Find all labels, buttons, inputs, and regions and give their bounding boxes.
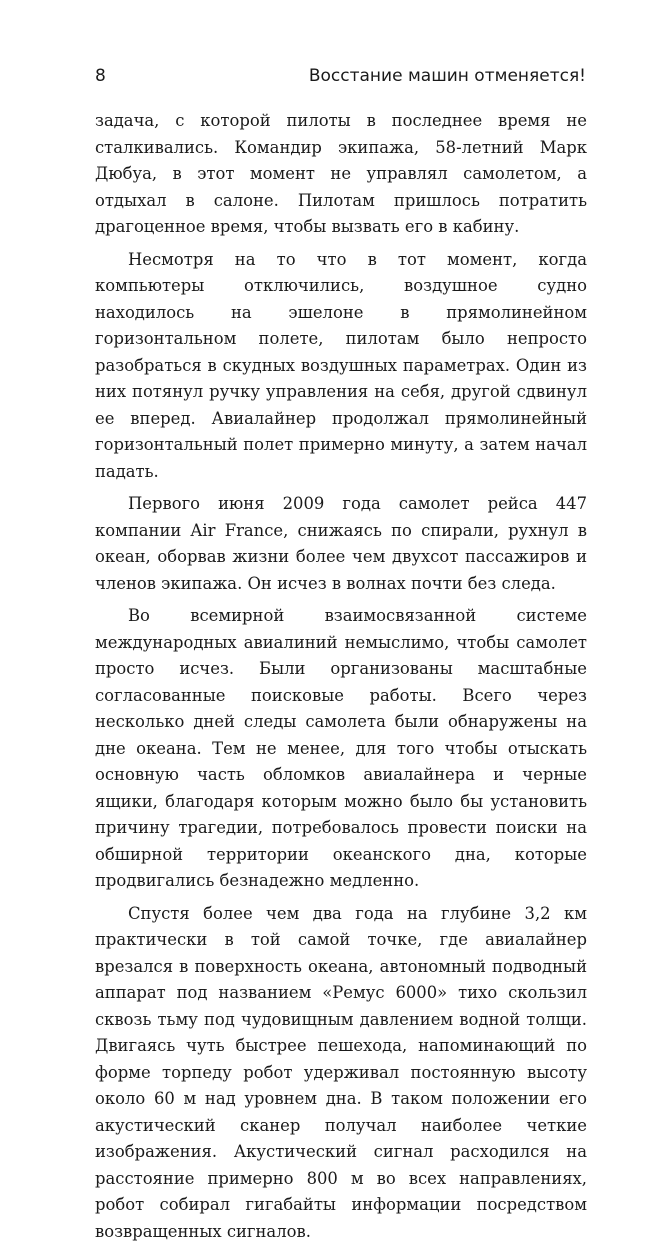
- running-title: Восстание машин отменяется!: [308, 66, 586, 86]
- body-text: [95, 108, 587, 1251]
- paragraph-2: Несмотря на то что в тот момент, когда компьютеры отключились, воздушное судно находилось на эшелоне в прямолинейном горизонтальном полете, пилотам было непросто разобраться в скудных воздушных параметрах. Один из них потянул ручку управления на себя, другой сдвинул ее вперед. Авиалайнер продолжал прямолинейный горизонтальный полет примерно минуту, а затем начал падать.: [95, 249, 587, 481]
- paragraph-4: Во всемирной взаимосвязанной системе международных авиалиний немыслимо, чтобы самолет просто исчез. Были организованы масштабные согласованные поисковые работы. Всего через несколько дней следы самолета были обнаружены на дне океана. Тем не менее, для того чтобы отыскать основную часть обломков авиалайнера и черные ящики, благодаря которым можно было бы установить причину трагедии, потребовалось провести поиски на обширной территории океанского дна, которые продвигались безнадежно медленно.: [95, 606, 587, 890]
- page-header: [95, 66, 586, 94]
- paragraph-3: Первого июня 2009 года самолет рейса 447 компании Air France, снижаясь по спирали, рухнул в океан, оборвав жизни более чем двухсот пассажиров и членов экипажа. Он исчез в волнах почти без следа.: [95, 494, 587, 593]
- page-number: 8: [95, 66, 106, 86]
- paragraph-5: Спустя более чем два года на глубине 3,2 км практически в той самой точке, где авиалайнер врезался в поверхность океана, автономный подводный аппарат под названием «Ремус 6000» тихо скользил сквозь тьму под чудовищным давлением водной толщи. Двигаясь чуть быстрее пешехода, напоминающий по форме торпеду робот удерживал постоянную высоту около 60 м над уровнем дна. В таком положении его акустический сканер получал наиболее четкие изображения. Акустический сигнал расходился на расстояние примерно 800 м во всех направлениях, робот собирал гигабайты информации посредством возвращенных сигналов.: [95, 903, 587, 1241]
- paragraph-1: задача, с которой пилоты в последнее время не сталкивались. Командир экипажа, 58-летний Марк Дюбуа, в этот момент не управлял самолетом, а отдыхал в салоне. Пилотам пришлось потратить драгоценное время, чтобы вызвать его в кабину.: [95, 111, 587, 236]
